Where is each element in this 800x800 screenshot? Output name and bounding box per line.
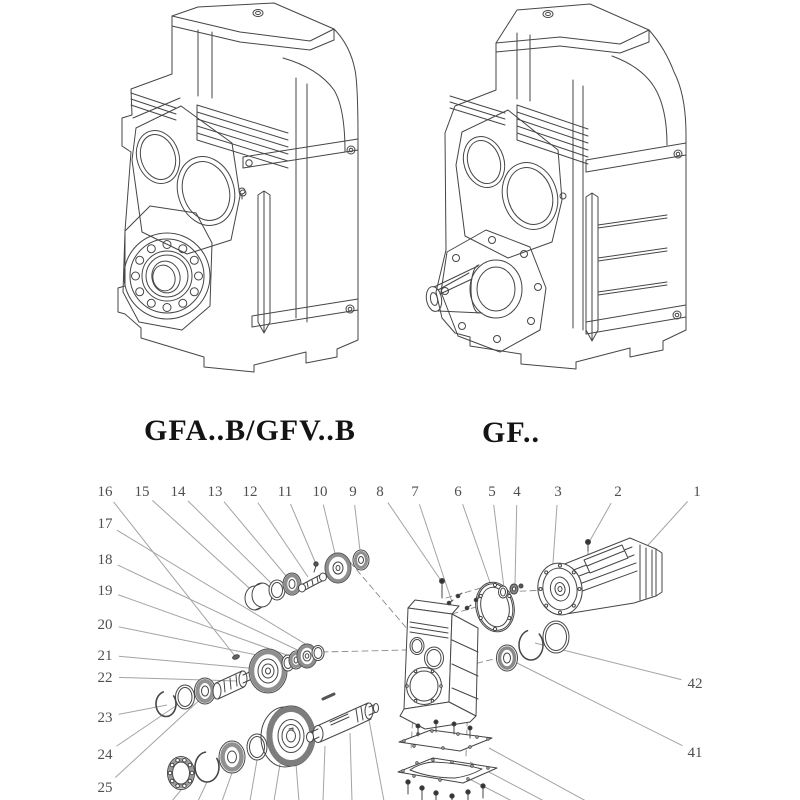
leader-line: [258, 503, 308, 577]
output-shaft-assembly: [168, 694, 379, 790]
intermediate-shaft-assembly: [156, 644, 324, 717]
leader-line: [250, 760, 257, 800]
leader-line: [494, 505, 504, 588]
leader-line: [388, 503, 442, 582]
part-callout-42: 42: [687, 676, 703, 692]
part-callout-6: 6: [454, 484, 462, 500]
leader-line: [114, 502, 235, 656]
part-callout-41: 41: [687, 745, 703, 761]
part-callout-4: 4: [513, 484, 521, 500]
output-shaft: [424, 265, 482, 313]
part-callout-14: 14: [170, 484, 186, 500]
leader-line: [463, 504, 494, 594]
part-callout-23: 23: [97, 710, 113, 726]
part-callout-13: 13: [207, 484, 223, 500]
leader-line: [323, 746, 325, 800]
leader-line: [350, 733, 352, 800]
input-shaft-assembly: [245, 550, 369, 610]
part-callout-5: 5: [488, 484, 496, 500]
gear-housing: [400, 579, 478, 730]
part-callout-24: 24: [97, 747, 113, 763]
part-callout-9: 9: [349, 484, 357, 500]
part-callout-21: 21: [97, 648, 113, 664]
callout-labels-layer: [98, 484, 703, 796]
part-callout-2: 2: [614, 484, 622, 500]
part-callout-19: 19: [97, 583, 113, 599]
part-callout-3: 3: [554, 484, 562, 500]
leader-line: [515, 505, 517, 585]
model-label-gfab-gfvb: GFA..B/GFV..B: [144, 414, 356, 447]
figure-gearbox-gf: [424, 4, 686, 369]
leader-line: [274, 764, 280, 800]
part-callout-17: 17: [97, 516, 113, 532]
part-callout-7: 7: [411, 484, 419, 500]
part-callout-16: 16: [97, 484, 113, 500]
figure-gearbox-gfab-gfvb: [118, 3, 358, 372]
leader-line: [118, 565, 306, 654]
exploded-view: [156, 538, 662, 800]
leader-line: [222, 773, 232, 800]
part-callout-20: 20: [97, 617, 113, 633]
part-callout-8: 8: [376, 484, 384, 500]
leader-line: [290, 504, 316, 564]
leader-line: [509, 659, 682, 746]
leader-line: [419, 504, 452, 602]
leader-line: [369, 720, 384, 800]
leader-line: [296, 764, 299, 800]
model-label-gf: GF..: [482, 416, 540, 449]
leader-line: [588, 503, 611, 544]
part-callout-18: 18: [97, 552, 113, 568]
leader-line: [198, 782, 207, 800]
part-callout-12: 12: [242, 484, 258, 500]
part-callout-15: 15: [134, 484, 150, 500]
leader-line: [152, 500, 258, 596]
part-callout-11: 11: [277, 484, 293, 500]
part-callout-1: 1: [693, 484, 701, 500]
leader-line: [119, 677, 237, 681]
leader-line: [489, 748, 586, 800]
part-callout-10: 10: [312, 484, 328, 500]
part-callout-22: 22: [97, 670, 113, 686]
part-callout-25: 25: [97, 780, 113, 796]
leader-line: [172, 790, 181, 800]
gasket-and-cover-plates: [398, 720, 497, 800]
